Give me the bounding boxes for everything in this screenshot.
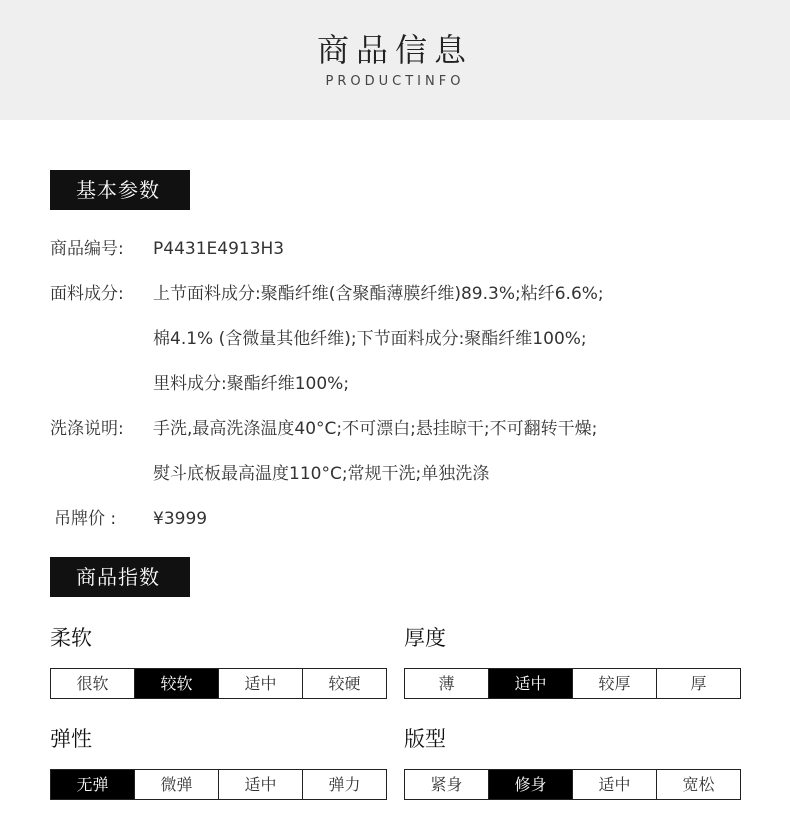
- index-title-softness: 柔软: [50, 626, 92, 650]
- product-code-label: 商品编号:: [50, 239, 124, 259]
- elasticity-scale: [50, 769, 387, 800]
- fit-option: 紧身: [405, 770, 488, 799]
- index-title-fit: 版型: [404, 727, 446, 751]
- elasticity-option: 适中: [218, 770, 302, 799]
- softness-option: 很软: [51, 669, 134, 698]
- thickness-option: 适中: [488, 669, 572, 698]
- index-title-elasticity: 弹性: [50, 727, 92, 751]
- wash-label: 洗涤说明:: [50, 419, 124, 439]
- fabric-line-2: 棉4.1% (含微量其他纤维);下节面料成分:聚酯纤维100%;: [153, 329, 587, 349]
- thickness-option: 薄: [405, 669, 488, 698]
- param-product-code: [50, 237, 284, 261]
- softness-scale: [50, 668, 387, 699]
- elasticity-option: 微弹: [134, 770, 218, 799]
- thickness-option: 厚: [656, 669, 740, 698]
- product-code-value: P4431E4913H3: [153, 239, 285, 259]
- thickness-scale: [404, 668, 741, 699]
- price-value: ¥3999: [153, 509, 208, 529]
- index-title-thickness: 厚度: [404, 626, 446, 650]
- fit-option: 宽松: [656, 770, 740, 799]
- fabric-label: 面料成分:: [50, 284, 124, 304]
- fabric-line-3: 里料成分:聚酯纤维100%;: [153, 374, 350, 394]
- page-subtitle: PRODUCTINFO: [325, 74, 465, 89]
- thickness-option: 较厚: [572, 669, 656, 698]
- fit-option: 修身: [488, 770, 572, 799]
- fit-option: 适中: [572, 770, 656, 799]
- page-title: 商品信息: [316, 31, 473, 69]
- wash-line-2: 熨斗底板最高温度110°C;常规干洗;单独洗涤: [153, 464, 490, 484]
- param-price: [54, 507, 207, 531]
- price-label: 吊牌价 :: [54, 509, 117, 529]
- fit-scale: [404, 769, 741, 800]
- softness-option: 较硬: [302, 669, 386, 698]
- elasticity-option: 弹力: [302, 770, 386, 799]
- elasticity-option: 无弹: [51, 770, 134, 799]
- param-wash: [50, 417, 597, 441]
- section-basic-params: 基本参数: [50, 170, 190, 210]
- wash-line-1: 手洗,最高洗涤温度40°C;不可漂白;悬挂晾干;不可翻转干燥;: [153, 419, 598, 439]
- param-fabric: [50, 282, 604, 306]
- softness-option: 较软: [134, 669, 218, 698]
- section-product-index: 商品指数: [50, 557, 190, 597]
- softness-option: 适中: [218, 669, 302, 698]
- header-band: [0, 0, 790, 120]
- fabric-line-1: 上节面料成分:聚酯纤维(含聚酯薄膜纤维)89.3%;粘纤6.6%;: [153, 284, 604, 304]
